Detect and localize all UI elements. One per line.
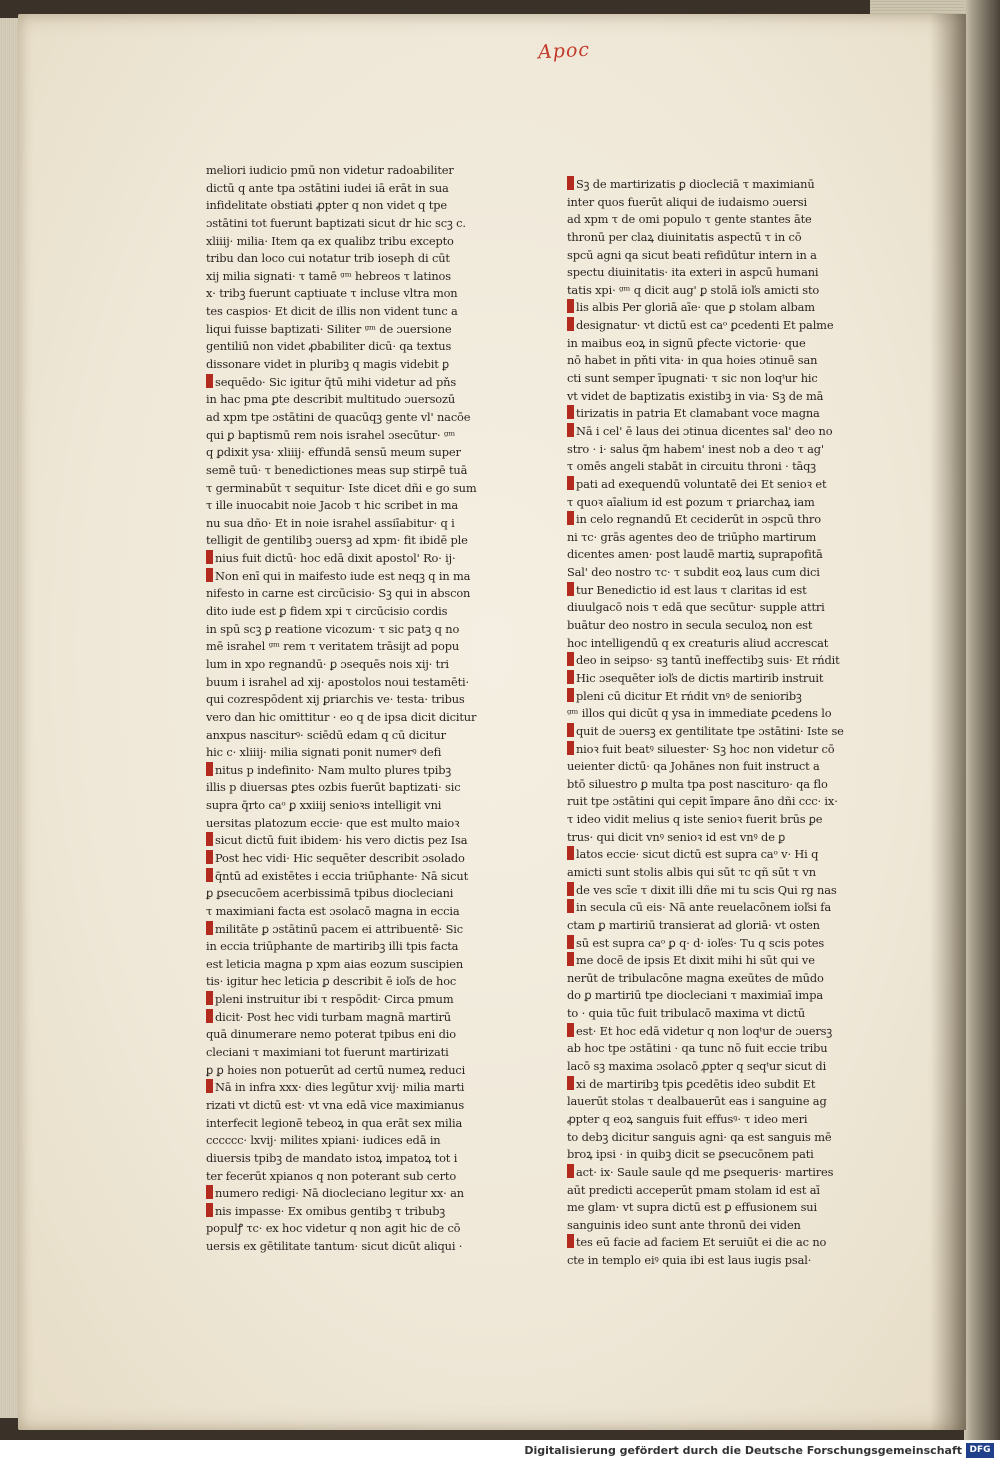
text-line <box>567 776 867 794</box>
text-line <box>206 391 518 409</box>
line-text: de ves scīe τ dixit illi dñe mi tu scis Qui rg nas <box>576 882 837 897</box>
rubric-mark <box>206 991 213 1005</box>
text-line <box>206 374 518 392</box>
text-line <box>567 194 867 212</box>
line-text: nis impasse· Ex omibus gentibꝫ τ tribubꝫ <box>215 1203 446 1218</box>
text-line <box>206 197 518 215</box>
text-line <box>567 1129 867 1147</box>
rubric-mark <box>567 652 574 666</box>
text-line <box>206 815 518 833</box>
rubric-mark <box>206 762 213 776</box>
line-text: spectu diuinitatis· ita exteri in aspcū humani <box>567 265 819 280</box>
line-text: populꝭ τc· ex hoc videtur q non agit hic de cō <box>206 1221 461 1236</box>
line-text: in spū scꝫ ꝑ reatione vicozum· τ sic patꝫ q no <box>206 621 460 636</box>
text-line <box>206 956 518 974</box>
text-line <box>567 741 867 759</box>
line-text: ꝑ ꝑ hoies non potuerūt ad certū numeꝝ reduci <box>206 1062 466 1077</box>
text-line <box>206 691 518 709</box>
line-text: nius fuit dictū· hoc edā dixit apostol' Ro· ij· <box>215 551 456 566</box>
line-text: nitus p indefinito· Nam multo plures tpibꝫ <box>215 762 452 777</box>
text-line <box>567 952 867 970</box>
rubric-mark <box>206 374 213 388</box>
rubric-mark <box>567 1023 574 1037</box>
line-text: in eccia triūphante de martiribꝫ illi tpis facta <box>206 939 459 954</box>
line-text: trus· qui dicit vnꝰ senioꝛ id est vnꝰ de ꝑ <box>567 829 786 844</box>
text-line <box>567 564 867 582</box>
line-text: dicentes amen· post laudē martiꝝ suprapofitā <box>567 547 823 562</box>
rubric-mark <box>206 1009 213 1023</box>
line-text: ueienter dictū· qa Johānes non fuit instruct a <box>567 759 820 774</box>
line-text: stro · i· salus q̄m habem' inest nob a deo τ ag' <box>567 441 824 456</box>
text-line <box>206 973 518 991</box>
text-line <box>206 268 518 286</box>
text-line <box>206 1168 518 1186</box>
text-line <box>206 532 518 550</box>
text-line <box>567 1093 867 1111</box>
text-line <box>567 352 867 370</box>
text-line <box>206 779 518 797</box>
line-text: ad xpm tpe ɔstātini de quacūqꝫ gente vl' nacōe <box>206 409 471 424</box>
line-text: Nā i cel' ē laus dei ɔtinua dicentes sal' deo no <box>576 423 833 438</box>
line-text: inter quos fuerūt aliqui de iudaismo ɔuersi <box>567 194 807 209</box>
text-line <box>206 515 518 533</box>
text-line <box>206 885 518 903</box>
line-text: buum i israhel ad xij· apostolos noui testamēti· <box>206 674 469 689</box>
text-line <box>567 423 867 441</box>
line-text: designatur· vt dictū est caᵒ ꝑcedenti Et palme <box>576 318 834 333</box>
rubric-mark <box>567 582 574 596</box>
line-text: telligit de gentilibꝫ ɔuersꝫ ad xpm· fit ibidē ple <box>206 533 468 548</box>
line-text: ꝑ ꝑsecucōem acerbissimā tpibus diocleciani <box>206 886 454 901</box>
text-line <box>206 709 518 727</box>
text-line <box>206 621 518 639</box>
text-line <box>567 582 867 600</box>
text-line <box>206 744 518 762</box>
text-line <box>206 1044 518 1062</box>
line-text: ruit tpe ɔstātini qui cepit īmpare āno dñi ccc· ix· <box>567 794 838 809</box>
line-text: liqui fuisse baptizati· Siliter ᵍᵐ de ɔuersione <box>206 321 452 336</box>
rubric-mark <box>567 317 574 331</box>
text-line <box>567 1217 867 1235</box>
line-text: tirizatis in patria Et clamabant voce magna <box>576 406 820 421</box>
text-line <box>206 1185 518 1203</box>
text-line <box>206 656 518 674</box>
line-text: est leticia magna p xpm aias eozum suscipien <box>206 956 464 971</box>
line-text: Non enī qui in maifesto iude est neqꝫ q in ma <box>215 568 471 583</box>
line-text: rizati vt dictū est· vt vna edā vice maximianus <box>206 1097 465 1112</box>
line-text: cleciani τ maximiani tot fuerunt martirizati <box>206 1045 449 1060</box>
line-text: vero dan hic omittitur · eo q de ipsa dicit dicitur <box>206 709 477 724</box>
text-line <box>567 1076 867 1094</box>
line-text: lum in xpo regnandū· ꝑ ɔsequēs nois xij· tri <box>206 656 449 671</box>
text-line <box>206 674 518 692</box>
text-line <box>567 617 867 635</box>
text-line <box>567 1199 867 1217</box>
text-line <box>567 864 867 882</box>
text-line <box>206 832 518 850</box>
line-text: ɔstātini tot fuerunt baptizati sicut dr hic scꝫ c. <box>206 215 466 230</box>
line-text: pati ad exequendū voluntatē dei Et senioꝛ et <box>576 476 827 491</box>
text-line <box>567 1234 867 1252</box>
line-text: hoc intelligendū q ex creaturis aliud accrescat <box>567 635 829 650</box>
line-text: infidelitate obstiati ꝓpter q non videt q tpe <box>206 198 447 213</box>
text-line <box>206 427 518 445</box>
text-line <box>567 211 867 229</box>
line-text: supra q̄rto caᵒ ꝑ xxiiij senioꝛs intelligit vni <box>206 798 442 813</box>
line-text: militāte ꝑ ɔstātinū pacem ei attribuentē· Sic <box>215 921 463 936</box>
text-line <box>206 1132 518 1150</box>
line-text: ter fecerūt xpianos q non poterant sub certo <box>206 1168 457 1183</box>
line-text: cte in templo eiꝰ quia ibi est laus iugis psal· <box>567 1253 812 1268</box>
line-text: sanguinis ideo sunt ante thronū dei viden <box>567 1217 801 1232</box>
text-line <box>567 688 867 706</box>
dfg-logo: DFG <box>966 1443 994 1458</box>
text-line <box>206 215 518 233</box>
line-text: sequēdo· Sic igitur q̄tū mihi videtur ad pňs <box>215 374 457 389</box>
line-text: Nā in infra xxx· dies legūtur xvij· milia marti <box>215 1080 465 1095</box>
text-line <box>206 1026 518 1044</box>
text-line <box>567 247 867 265</box>
rubric-mark <box>567 688 574 702</box>
line-text: latos eccie· sicut dictū est supra caᵒ v· Hi q <box>576 847 819 862</box>
line-text: nu sua dño· Et in noie israhel assiīabitur· q i <box>206 515 455 530</box>
line-text: xi de martiribꝫ tpis ꝑcedētis ideo subdit Et <box>576 1076 816 1091</box>
text-line <box>567 1111 867 1129</box>
text-line <box>206 233 518 251</box>
rubric-mark <box>567 1164 574 1178</box>
text-line <box>206 303 518 321</box>
line-text: interfecit legionē tebeoꝝ in qua erāt sex milia <box>206 1115 463 1130</box>
text-line <box>567 1252 867 1270</box>
text-line <box>567 705 867 723</box>
line-text: Post hec vidi· Hic sequēter describit ɔsolado <box>215 850 465 865</box>
line-text: τ ille inuocabit noie Jacob τ hic scribet in ma <box>206 498 458 513</box>
text-line <box>567 405 867 423</box>
text-line <box>567 917 867 935</box>
line-text: q ꝑdixit ysa· xliiij· effundā sensū meum super <box>206 445 461 460</box>
text-line <box>206 1062 518 1080</box>
text-line <box>567 229 867 247</box>
text-line <box>206 250 518 268</box>
line-text: me glam· vt supra dictū est ꝑ effusionem sui <box>567 1200 817 1215</box>
text-line <box>206 1079 518 1097</box>
line-text: deo in seipso· sꝫ tantū ineffectibꝫ suis· Et rńdit <box>576 653 840 668</box>
line-text: nifesto in carne est circūcisio· Sꝫ qui in abscon <box>206 586 471 601</box>
text-line <box>206 762 518 780</box>
rubric-mark <box>206 868 213 882</box>
line-text: tes eū facie ad faciem Et seruiūt ei die ac no <box>576 1235 827 1250</box>
rubric-mark <box>567 423 574 437</box>
text-line <box>206 585 518 603</box>
text-line <box>567 793 867 811</box>
text-line <box>567 441 867 459</box>
text-line <box>206 1220 518 1238</box>
text-line <box>206 1150 518 1168</box>
text-column-left <box>206 162 518 1254</box>
line-text: mē israhel ᵍᵐ rem τ veritatem trāsijt ad popu <box>206 639 460 654</box>
line-text: hic c· xliiij· milia signati ponit numerꝰ defi <box>206 745 442 760</box>
line-text: to · quia tūc fuit tribulacō maxima vt dictū <box>567 1006 806 1021</box>
text-line <box>567 846 867 864</box>
rubric-mark <box>567 476 574 490</box>
line-text: τ omēs angeli stabāt in circuitu throni · tāqꝫ <box>567 459 816 474</box>
line-text: uersitas platozum eccie· que est multo maioꝛ <box>206 815 460 830</box>
line-text: vt videt de baptizatis existibꝫ in via· Sꝫ de mā <box>567 388 824 403</box>
text-line <box>206 903 518 921</box>
text-line <box>567 758 867 776</box>
line-text: dictū q ante tpa ɔstātini iudei iā erāt in sua <box>206 180 449 195</box>
line-text: ꝓpter q eoꝝ sanguis fuit effusꝰ· τ ideo meri <box>567 1111 808 1126</box>
text-line <box>567 882 867 900</box>
line-text: dito iude est ꝑ fidem xpi τ circūcisio cordis <box>206 604 448 619</box>
text-line <box>567 899 867 917</box>
line-text: lauerūt stolas τ dealbauerūt eas i sanguine ag <box>567 1094 827 1109</box>
line-text: sicut dictū fuit ibidem· his vero dictis pez Isa <box>215 833 468 848</box>
text-line <box>206 1203 518 1221</box>
text-line <box>206 850 518 868</box>
text-line <box>567 935 867 953</box>
line-text: dicit· Post hec vidi turbam magnā martirū <box>215 1009 451 1024</box>
text-line <box>567 1005 867 1023</box>
line-text: tatis xpi· ᵍᵐ q dicit aug' ꝑ stolā ioľs amicti sto <box>567 282 820 297</box>
rubric-mark <box>567 1234 574 1248</box>
line-text: quit de ɔuersꝫ ex gentilitate tpe ɔstātini· Iste se <box>576 723 844 738</box>
text-line <box>206 462 518 480</box>
text-line <box>206 550 518 568</box>
text-line <box>567 987 867 1005</box>
line-text: in maibus eoꝝ in signū ꝑfecte victorie· que <box>567 335 806 350</box>
text-line <box>206 938 518 956</box>
rubric-mark <box>567 299 574 313</box>
line-text: Hic ɔsequēter ioľs de dictis martirib instruit <box>576 670 824 685</box>
rubric-mark <box>567 952 574 966</box>
line-text: τ ideo vidit melius q iste senioꝛ fuerit brūs ꝑe <box>567 812 823 827</box>
line-text: tes caspios· Et dicit de illis non vident tunc a <box>206 304 458 319</box>
line-text: ad xpm τ de omi populo τ gente stantes āte <box>567 212 812 227</box>
line-text: nō habet in pňti vita· in qua hoies ɔtinuē san <box>567 353 818 368</box>
line-text: ab hoc tpe ɔstātini · qa tunc nō fuit eccie tribu <box>567 1041 828 1056</box>
text-line <box>206 638 518 656</box>
text-line <box>206 868 518 886</box>
text-line <box>206 1097 518 1115</box>
text-line <box>567 829 867 847</box>
line-text: pleni instruitur ibi τ respōdit· Circa pmum <box>215 992 454 1007</box>
line-text: tur Benedictio id est laus τ claritas id est <box>576 582 807 597</box>
text-line <box>567 1058 867 1076</box>
text-line <box>567 388 867 406</box>
text-line <box>567 670 867 688</box>
line-text: xij milia signati· τ tamē ᵍᵐ hebreos τ latinos <box>206 268 451 283</box>
text-line <box>567 458 867 476</box>
line-text: meliori iudicio pmū non videtur radoabiliter <box>206 163 454 177</box>
line-text: x· tribꝫ fuerunt captiuate τ incluse vltra mon <box>206 286 458 301</box>
text-line <box>567 494 867 512</box>
text-line <box>567 1164 867 1182</box>
text-column-right <box>567 176 867 1268</box>
text-line <box>567 282 867 300</box>
text-line <box>567 529 867 547</box>
rubric-mark <box>567 511 574 525</box>
line-text: cti sunt semper īpugnati· τ sic non loqᵗur hic <box>567 371 818 386</box>
book-binding-edge <box>964 0 1000 1440</box>
text-line <box>206 727 518 745</box>
line-text: ni τc· grās agentes deo de triūpho martirum <box>567 529 817 544</box>
text-line <box>206 356 518 374</box>
text-line <box>567 370 867 388</box>
line-text: buātur deo nostro in secula seculoꝝ non est <box>567 618 813 633</box>
text-line <box>567 599 867 617</box>
text-line <box>567 970 867 988</box>
line-text: act· ix· Saule saule qd me ꝑsequeris· martires <box>576 1164 834 1179</box>
line-text: btō siluestro ꝑ multa tpa post nascituro· qa flo <box>567 776 828 791</box>
text-line <box>206 921 518 939</box>
line-text: do ꝑ martiriū tpe diocleciani τ maximiaī impa <box>567 988 823 1003</box>
line-text: anxpus nasciturꝰ· sciēdū edam q cū dicitur <box>206 727 446 742</box>
rubric-mark <box>206 921 213 935</box>
text-line <box>206 568 518 586</box>
line-text: to debꝫ dicitur sanguis agni· qa est sanguis mē <box>567 1129 832 1144</box>
line-text: Sꝫ de martirizatis ꝑ diocleciā τ maximianū <box>576 177 815 191</box>
text-line <box>206 991 518 1009</box>
text-line <box>567 1040 867 1058</box>
text-line <box>567 546 867 564</box>
text-line <box>567 317 867 335</box>
text-line <box>567 176 867 194</box>
rubric-mark <box>206 1079 213 1093</box>
text-line <box>567 635 867 653</box>
rubric-mark <box>206 550 213 564</box>
running-head: Apoc <box>537 38 591 64</box>
line-text: τ maximiani facta est ɔsolacō magna in eccia <box>206 903 460 918</box>
text-line <box>567 811 867 829</box>
line-text: diuulgacō nois τ edā que secūtur· supple attri <box>567 600 825 615</box>
line-text: q̄ntū ad existētes i eccia triūphante· Nā sicut <box>215 868 469 883</box>
text-line <box>567 1182 867 1200</box>
line-text: amicti sunt stolis albis qui sūt τc qñ sūt τ vn <box>567 864 816 879</box>
text-line <box>206 285 518 303</box>
text-line <box>567 299 867 317</box>
line-text: in celo regnandū Et ceciderūt in ɔspcū thro <box>576 512 821 527</box>
line-text: cccccc· lxvij· milites xpiani· iudices edā in <box>206 1133 441 1148</box>
line-text: gentiliū non videt ꝓbabiliter dicū· qa textus <box>206 339 452 354</box>
line-text: pleni cū dicitur Et rńdit vnꝰ de senioribꝫ <box>576 688 802 703</box>
line-text: aūt predicti acceperūt pmam stolam id est aī <box>567 1182 820 1197</box>
line-text: uersis ex gētilitate tantum· sicut dicūt aliqui · <box>206 1239 463 1254</box>
gutter-shadow <box>930 14 966 1430</box>
line-text: est· Et hoc edā videtur q non loqᵗur de ɔuersꝫ <box>576 1023 833 1038</box>
line-text: qui ꝑ baptismū rem nois israhel ɔsecūtur· ᵍᵐ <box>206 427 456 442</box>
rubric-mark <box>567 1076 574 1090</box>
text-line <box>206 321 518 339</box>
line-text: in secula cū eis· Nā ante reuelacōnem ioľsi fa <box>576 900 832 915</box>
text-line <box>206 444 518 462</box>
text-line <box>567 1146 867 1164</box>
rubric-mark <box>567 935 574 949</box>
text-line <box>567 1023 867 1041</box>
rubric-mark <box>567 899 574 913</box>
line-text: spcū agni qa sicut beati refidūtur intern in a <box>567 247 817 262</box>
line-text: thronū per claꝝ diuinitatis aspectū τ in cō <box>567 229 802 244</box>
text-line <box>567 335 867 353</box>
line-text: qui cozrespōdent xij ꝑriarchis ve· testa· tribus <box>206 692 465 707</box>
line-text: illis p diuersas ꝑtes ozbis fuerūt baptizati· sic <box>206 780 461 795</box>
text-line <box>567 723 867 741</box>
rubric-mark <box>206 1203 213 1217</box>
text-line <box>206 603 518 621</box>
line-text: dissonare videt in pluribꝫ q magis videbit ꝑ <box>206 357 449 372</box>
text-line <box>567 264 867 282</box>
rubric-mark <box>206 832 213 846</box>
line-text: tis· igitur hec leticia ꝑ describit ē ioľs de hoc <box>206 974 457 989</box>
line-text: numero redigi· Nā diocleciano legitur xx· an <box>215 1186 464 1201</box>
line-text: quā dinumerare nemo poterat tpibus eni dio <box>206 1027 456 1042</box>
footer-bar <box>0 1440 1000 1463</box>
text-line <box>206 162 518 180</box>
line-text: τ quoꝛ aīalium id est ꝑozum τ ꝑriarchaꝝ iam <box>567 494 815 509</box>
rubric-mark <box>567 741 574 755</box>
line-text: τ germinabūt τ sequitur· Iste dicet dñi e go sum <box>206 480 477 495</box>
line-text: lis albis Per gloriā aīe· que ꝑ stolam albam <box>576 300 815 315</box>
line-text: in hac pma ꝑte describit multitudo ɔuersozū <box>206 392 456 407</box>
rubric-mark <box>206 850 213 864</box>
text-line <box>567 511 867 529</box>
line-text: me docē de ipsis Et dixit mihi hi sūt qui ve <box>576 953 815 968</box>
text-line <box>206 409 518 427</box>
text-line <box>206 1009 518 1027</box>
text-line <box>567 652 867 670</box>
rubric-mark <box>206 1185 213 1199</box>
rubric-mark <box>567 176 574 190</box>
line-text: nerūt de tribulacōne magna exeūtes de mūdo <box>567 970 824 985</box>
text-line <box>206 1238 518 1256</box>
line-text: sū est supra caᵒ ꝑ q· d· ioľes· Tu q scis potes <box>576 935 825 950</box>
text-line <box>206 338 518 356</box>
rubric-mark <box>567 846 574 860</box>
line-text: tribu dan loco cui notatur trib ioseph di cūt <box>206 251 450 266</box>
rubric-mark <box>567 670 574 684</box>
text-line <box>206 180 518 198</box>
funding-credit: Digitalisierung gefördert durch die Deutsche Forschungsgemeinschaft <box>524 1444 962 1457</box>
line-text: broꝝ ipsi · in quibꝫ dicit se ꝑsecucōnem pati <box>567 1147 814 1162</box>
line-text: Sal' deo nostro τc· τ subdit eoꝝ laus cum dici <box>567 565 820 580</box>
line-text: nioꝛ fuit beatꝰ siluester· Sꝫ hoc non videtur cō <box>576 741 835 756</box>
line-text: xliiij· milia· Item qa ex qualibz tribu excepto <box>206 233 454 248</box>
rubric-mark <box>567 882 574 896</box>
line-text: semē tuū· τ benedictiones meas sup stirpē tuā <box>206 462 468 477</box>
text-line <box>206 1115 518 1133</box>
rubric-mark <box>206 568 213 582</box>
text-line <box>206 497 518 515</box>
line-text: ᵍᵐ illos qui dicūt q ysa in immediate ꝑcedens lo <box>567 706 832 721</box>
line-text: ctam ꝑ martiriū transierat ad gloriā· vt osten <box>567 917 820 932</box>
text-line <box>206 797 518 815</box>
line-text: lacō sꝫ maxima ɔsolacō ꝓpter q seqᵗur sicut di <box>567 1059 827 1074</box>
rubric-mark <box>567 405 574 419</box>
line-text: diuersis tpibꝫ de mandato istoꝝ impatoꝝ tot i <box>206 1150 458 1165</box>
page-stack-edges <box>0 18 20 1418</box>
text-line <box>567 476 867 494</box>
text-line <box>206 480 518 498</box>
rubric-mark <box>567 723 574 737</box>
